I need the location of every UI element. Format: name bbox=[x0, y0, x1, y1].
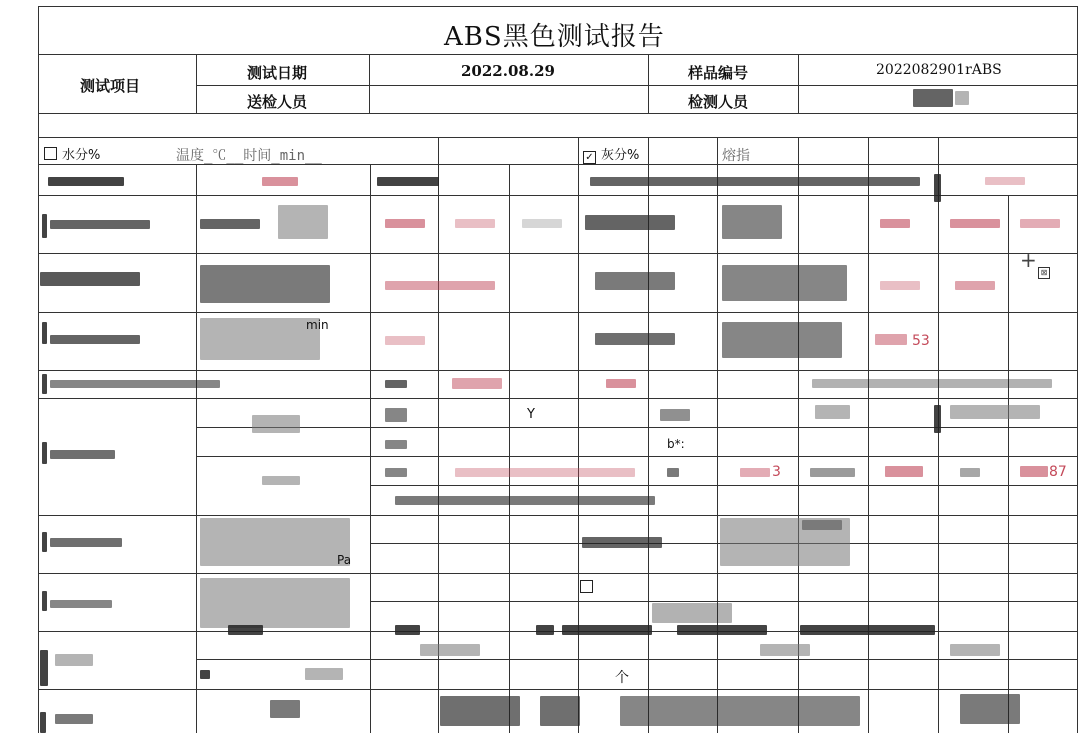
redacted-text bbox=[585, 215, 675, 230]
test-item-label: 测试项目 bbox=[80, 77, 141, 95]
redacted-text bbox=[452, 378, 502, 389]
redacted-text bbox=[934, 174, 941, 202]
add-selection-icon[interactable] bbox=[1016, 250, 1054, 284]
color-y-label: Y bbox=[527, 407, 535, 422]
redacted-text bbox=[385, 281, 495, 290]
redacted-text bbox=[595, 333, 675, 345]
redacted-text bbox=[385, 219, 425, 228]
inspector-label: 检测人员 bbox=[688, 93, 749, 111]
redacted-text bbox=[200, 518, 350, 566]
redacted-text bbox=[722, 205, 782, 239]
redacted-text bbox=[42, 532, 47, 552]
option-checkbox[interactable] bbox=[580, 580, 593, 593]
redacted-text bbox=[590, 177, 920, 186]
redacted-text bbox=[815, 405, 850, 419]
redacted-text bbox=[540, 696, 580, 726]
test-date-value: 2022.08.29 bbox=[461, 62, 555, 80]
redacted-text bbox=[606, 379, 636, 388]
report-title: ABS黑色测试报告 bbox=[444, 22, 665, 52]
redacted-text bbox=[42, 442, 47, 464]
redacted-text bbox=[40, 650, 48, 686]
redacted-text bbox=[50, 538, 122, 547]
redacted-text bbox=[812, 379, 1052, 388]
redacted-text bbox=[55, 654, 93, 666]
moisture-condition: 温度_℃__时间_min__ bbox=[176, 148, 322, 164]
redacted-text bbox=[262, 177, 298, 186]
redacted-text bbox=[385, 336, 425, 345]
redacted-text bbox=[278, 205, 328, 239]
redacted-text bbox=[1020, 466, 1048, 477]
inspector-name-redacted-2 bbox=[955, 91, 969, 105]
ash-field bbox=[583, 144, 639, 164]
redacted-text bbox=[722, 265, 847, 301]
redacted-text bbox=[395, 496, 655, 505]
submitter-label: 送检人员 bbox=[247, 93, 308, 111]
redacted-text bbox=[652, 603, 732, 623]
ash-label: 灰分% bbox=[601, 148, 640, 163]
redacted-text bbox=[667, 468, 679, 477]
redacted-text bbox=[305, 668, 343, 680]
redacted-text bbox=[455, 468, 635, 477]
redacted-text bbox=[760, 644, 810, 656]
unit-pa: Pa bbox=[337, 553, 352, 567]
redacted-text bbox=[420, 644, 480, 656]
redacted-text bbox=[885, 466, 923, 477]
redacted-text bbox=[800, 625, 935, 635]
redacted-text bbox=[252, 415, 300, 433]
redacted-text bbox=[40, 712, 46, 733]
redacted-text bbox=[960, 468, 980, 477]
redacted-text bbox=[960, 694, 1020, 724]
moisture-checkbox[interactable] bbox=[44, 147, 57, 160]
redacted-text bbox=[270, 700, 300, 718]
redacted-text bbox=[522, 219, 562, 228]
redacted-text bbox=[620, 696, 860, 726]
redacted-text bbox=[440, 696, 520, 726]
ash-checkbox[interactable]: ✓ bbox=[583, 151, 596, 164]
redacted-text bbox=[385, 408, 407, 422]
redacted-text bbox=[55, 714, 93, 724]
redacted-text bbox=[950, 644, 1000, 656]
redacted-text bbox=[950, 219, 1000, 228]
redacted-text bbox=[810, 468, 855, 477]
redacted-text bbox=[42, 214, 47, 238]
redacted-text bbox=[1020, 219, 1060, 228]
redacted-text bbox=[880, 219, 910, 228]
redacted-text bbox=[262, 476, 300, 485]
redacted-text bbox=[200, 219, 260, 229]
redacted-text bbox=[50, 220, 150, 229]
unit-min: min bbox=[306, 318, 329, 332]
expand-icon: ⊠ bbox=[1038, 267, 1050, 279]
redacted-text bbox=[200, 318, 320, 360]
redacted-text bbox=[200, 265, 330, 303]
color-b-label: b*: bbox=[667, 437, 685, 451]
redacted-text bbox=[42, 374, 47, 394]
redacted-text bbox=[950, 405, 1040, 419]
redacted-text bbox=[385, 468, 407, 477]
plus-icon: + bbox=[1020, 248, 1037, 272]
unchecked-box bbox=[580, 580, 598, 596]
redacted-text bbox=[880, 281, 920, 290]
test-date-label: 测试日期 bbox=[247, 64, 308, 82]
redacted-text bbox=[985, 177, 1025, 185]
redacted-text bbox=[677, 625, 767, 635]
count-unit: 个 bbox=[615, 670, 629, 686]
sample-number-value: 2022082901rABS bbox=[876, 62, 1002, 78]
redacted-text bbox=[50, 335, 140, 344]
moisture-label: 水分% bbox=[62, 148, 101, 163]
sample-number-label: 样品编号 bbox=[688, 64, 749, 82]
redacted-text bbox=[740, 468, 770, 477]
value-87: 87 bbox=[1049, 464, 1067, 480]
redacted-text bbox=[722, 322, 842, 358]
redacted-text bbox=[40, 272, 140, 286]
redacted-text bbox=[200, 578, 350, 628]
mfr-value: 53 bbox=[912, 333, 930, 349]
redacted-text bbox=[582, 537, 662, 548]
redacted-text bbox=[200, 670, 210, 679]
value-3: 3 bbox=[772, 464, 781, 480]
redacted-text bbox=[385, 380, 407, 388]
redacted-text bbox=[395, 625, 420, 635]
redacted-text bbox=[42, 322, 47, 344]
redacted-text bbox=[50, 600, 112, 608]
redacted-text bbox=[50, 450, 115, 459]
redacted-text bbox=[385, 440, 407, 449]
redacted-text bbox=[455, 219, 495, 228]
redacted-text bbox=[875, 334, 907, 345]
inspector-name-redacted bbox=[913, 89, 953, 107]
moisture-field bbox=[44, 144, 100, 163]
redacted-text bbox=[536, 625, 554, 635]
redacted-text bbox=[934, 405, 941, 433]
redacted-text bbox=[50, 380, 220, 388]
redacted-text bbox=[802, 520, 842, 530]
redacted-text bbox=[660, 409, 690, 421]
melt-index-label: 熔指 bbox=[722, 148, 750, 164]
redacted-text bbox=[955, 281, 995, 290]
redacted-text bbox=[42, 591, 47, 611]
redacted-text bbox=[595, 272, 675, 290]
redacted-text bbox=[377, 177, 439, 186]
redacted-text bbox=[228, 625, 263, 635]
redacted-text bbox=[562, 625, 652, 635]
redacted-text bbox=[48, 177, 124, 186]
